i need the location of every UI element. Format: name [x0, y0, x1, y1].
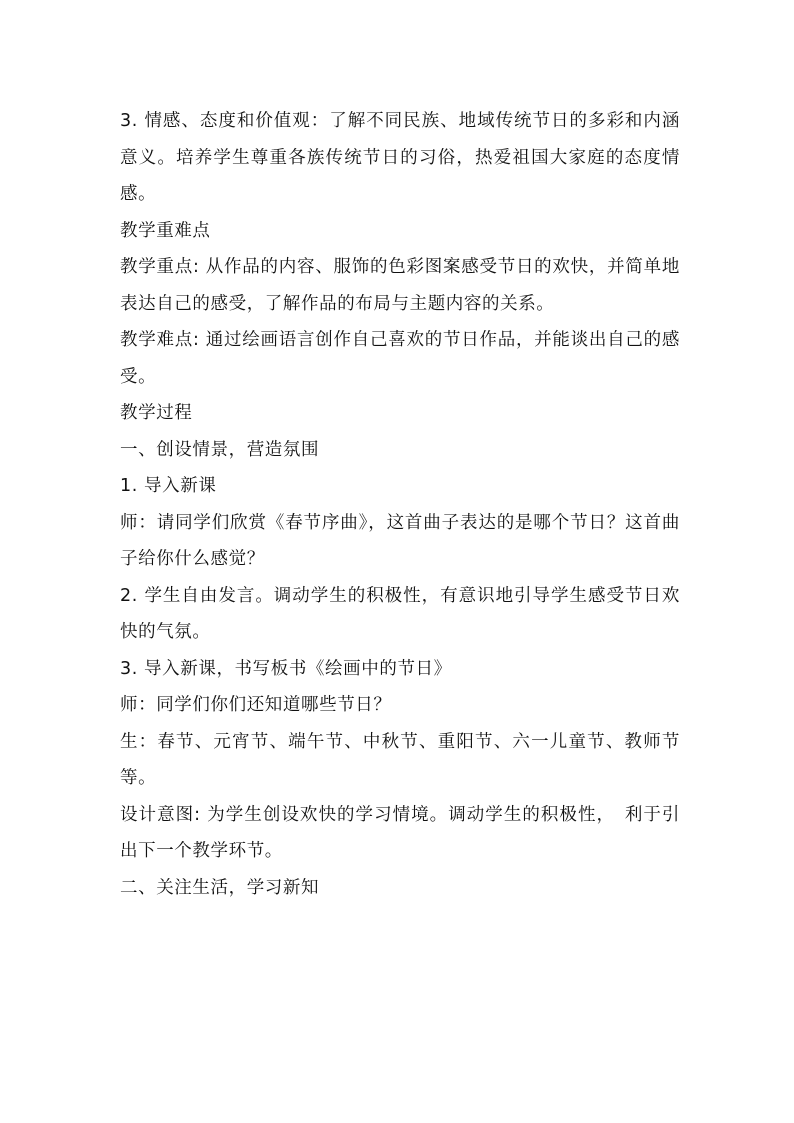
section-heading-key-difficult-points: 教学重难点 [120, 220, 211, 241]
key-point-paragraph: 教学重点: 从作品的内容、服饰的色彩图案感受节日的欢快，并简单地表达自己的感受，了解作品的布局与主题内容的关系。 [120, 257, 680, 314]
student-discussion-paragraph: 2. 学生自由发言。调动学生的积极性，有意识地引导学生感受节日欢快的气氛。 [120, 585, 680, 642]
subheading-create-scenario: 一、创设情景，营造氛围 [120, 439, 320, 460]
objective-emotion-paragraph: 3. 情感、态度和价值观：了解不同民族、地域传统节日的多彩和内涵意义。培养学生尊重各族传统节日的习俗，热爱祖国大家庭的态度情感。 [120, 111, 680, 204]
student-festival-answer: 生：春节、元宵节、端午节、中秋节、重阳节、六一儿童节、教师节等。 [120, 731, 680, 788]
document-body [120, 103, 680, 906]
design-intent-paragraph: 设计意图: 为学生创设欢快的学习情境。调动学生的积极性， 利于引出下一个教学环节。 [120, 804, 680, 861]
subheading-learn-new-knowledge: 二、关注生活，学习新知 [120, 877, 320, 898]
step-introduce-lesson: 1. 导入新课 [120, 476, 217, 496]
teacher-festival-question: 师：同学们你们还知道哪些节日？ [120, 695, 392, 715]
difficult-point-paragraph: 教学难点: 通过绘画语言创作自己喜欢的节日作品，并能谈出自己的感受。 [120, 330, 680, 387]
teacher-question-paragraph: 师：请同学们欣赏《春节序曲》，这首曲子表达的是哪个节日？这首曲子给你什么感觉？ [120, 512, 680, 569]
section-heading-teaching-process: 教学过程 [120, 403, 193, 423]
step-board-writing: 3. 导入新课，书写板书《绘画中的节日》 [120, 658, 452, 679]
